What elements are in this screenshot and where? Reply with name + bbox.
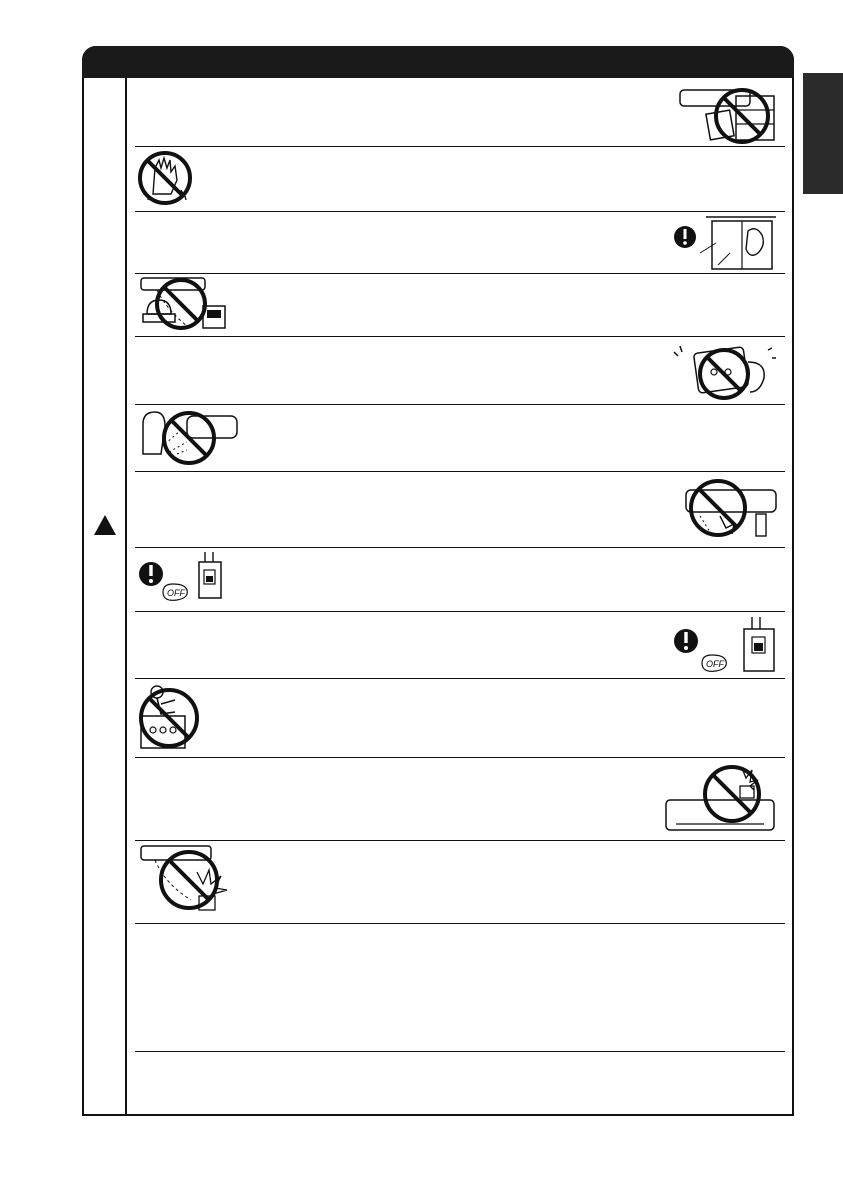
row-divider [135, 923, 785, 924]
row-divider [135, 471, 785, 472]
plant-airflow-prohibited-icon [137, 844, 245, 916]
breaker-off-mandatory-icon [672, 615, 782, 675]
svg-text:OFF: OFF [706, 659, 724, 669]
left-column-divider [125, 78, 127, 1116]
row-divider [135, 146, 785, 147]
row-divider [135, 273, 785, 274]
row-divider [135, 611, 785, 612]
breaker-off-mandatory-icon [137, 550, 227, 608]
warning-triangle-icon [94, 515, 116, 535]
climb-unit-prohibited-icon [137, 682, 203, 752]
row-divider [135, 757, 785, 758]
row-divider [135, 336, 785, 337]
heater-airflow-prohibited-icon [137, 276, 229, 334]
row-divider [135, 678, 785, 679]
row-divider [135, 840, 785, 841]
svg-text:OFF: OFF [167, 588, 185, 598]
side-section-tab [803, 73, 843, 194]
row-divider [135, 1051, 785, 1052]
header-bar [82, 46, 794, 78]
spray-can-prohibited-icon [660, 476, 782, 542]
plant-on-unit-prohibited-icon [662, 762, 780, 834]
appliance-blocked-prohibited-icon [678, 82, 780, 144]
wet-hands-prohibited-icon [137, 150, 197, 206]
ventilate-window-mandatory-icon [672, 213, 782, 271]
water-spray-prohibited-icon [137, 408, 241, 468]
unit-fall-prohibited-icon [668, 342, 780, 402]
row-divider [135, 404, 785, 405]
row-divider [135, 211, 785, 212]
row-divider [135, 547, 785, 548]
